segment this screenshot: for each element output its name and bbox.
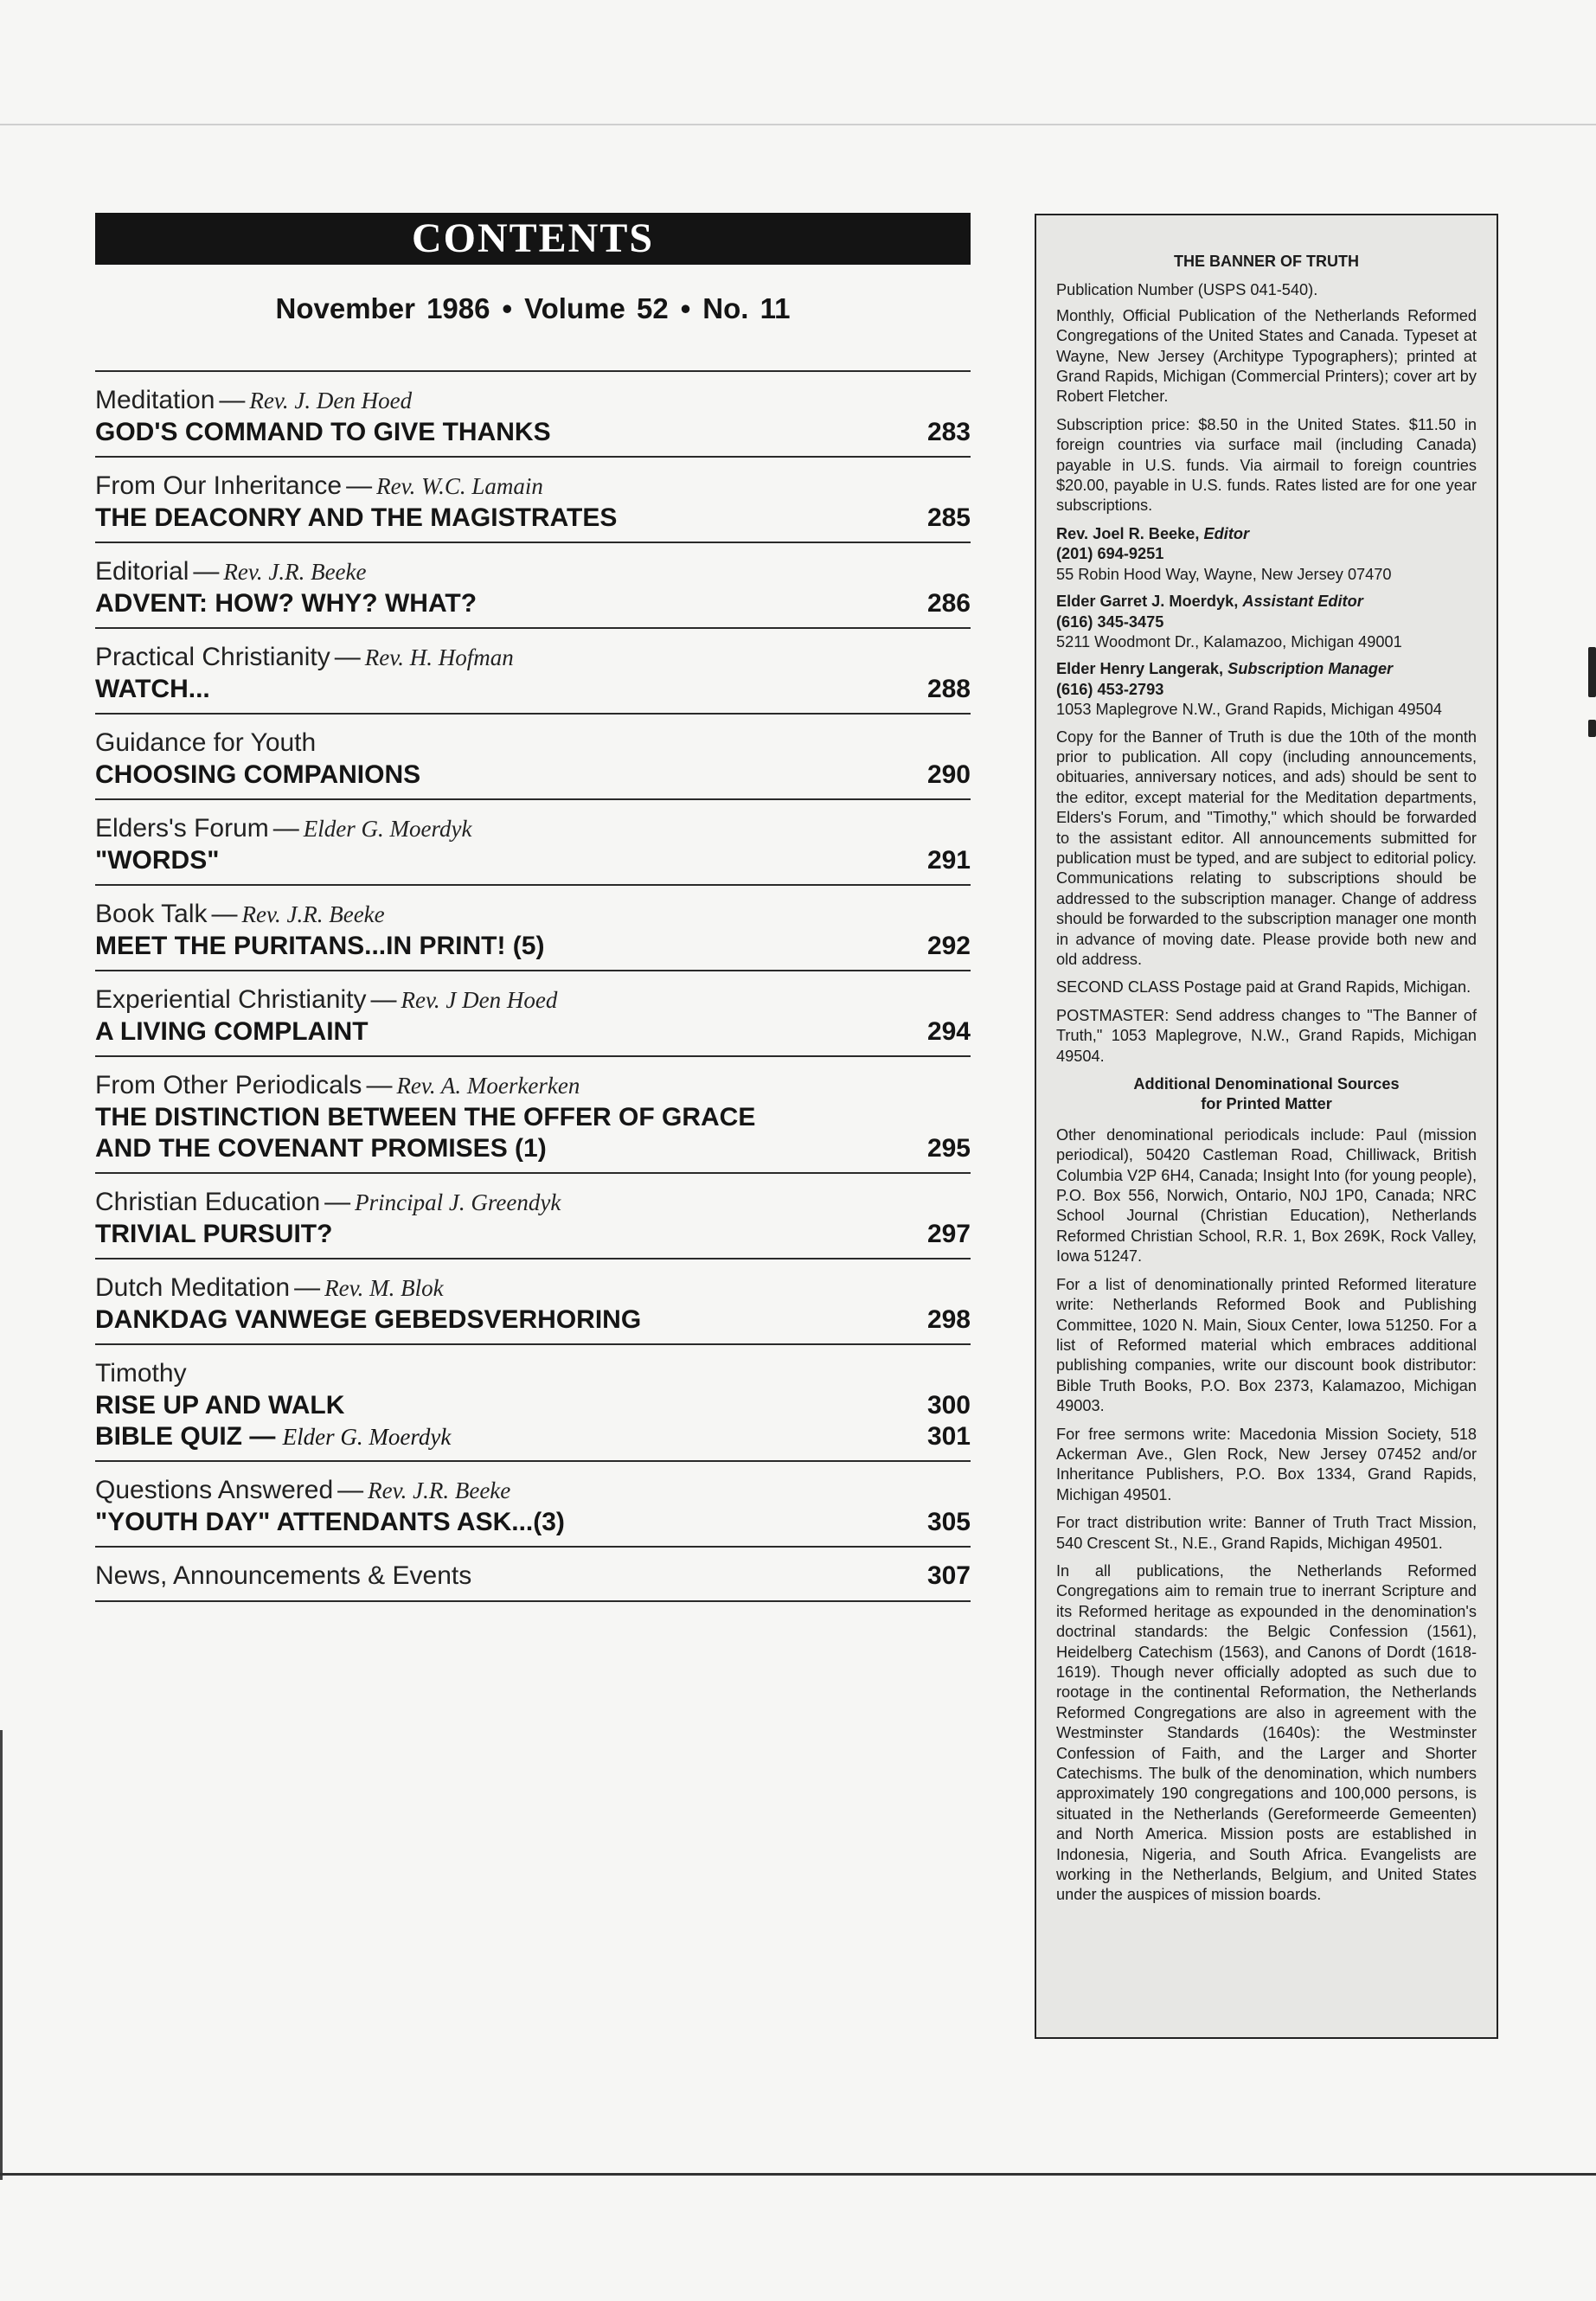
toc-title[interactable]: A LIVING COMPLAINT — [95, 1017, 369, 1046]
toc-title[interactable]: GOD'S COMMAND TO GIVE THANKS — [95, 418, 551, 446]
toc-title[interactable]: DANKDAG VANWEGE GEBEDSVERHORING — [95, 1305, 642, 1334]
toc-page: 283 — [926, 418, 971, 446]
toc-entry — [95, 798, 971, 884]
toc-page: 297 — [926, 1220, 971, 1248]
toc-entry — [95, 1172, 971, 1258]
bullet: • — [502, 292, 513, 324]
toc-department: Christian Education — Principal J. Greendyk — [95, 1188, 561, 1216]
toc-entry — [95, 884, 971, 970]
mission-statement: In all publications, the Netherlands Reformed Congregations aim to remain true to inerrant Scripture and its Reformed heritage as expounded in the denomination's doctrinal standards: the Belgic Confession (1561), Heidelberg Catechism (1563), and Canons of Dordt (1618-1619). Though never officially adopted as such due to rootage in the continental Reformation, the Netherlands Reformed Congregations are also in agreement with the Westminster Standards (1640s): the Westminster Confession of Faith, and the Larger and Shorter Catechisms. The bulk of the denomination, which numbers approximately 190 congregations and 100,000 persons, is situated in the Netherlands (Gereformeerde Gemeenten) and North America. Mission posts are established in Indonesia, Nigeria, and South Africa. Evangelists are working in the Netherlands, Belgium, and United States under the auspices of mission boards. — [1056, 1561, 1477, 1904]
additional-sources-subheading: for Printed Matter — [1201, 1095, 1332, 1113]
toc-department: Meditation — Rev. J. Den Hoed — [95, 386, 413, 414]
additional-sources-heading: Additional Denominational Sources — [1133, 1075, 1400, 1093]
scan-edge-mark — [1588, 720, 1596, 737]
toc-entry — [95, 627, 971, 713]
issue-line — [95, 292, 971, 325]
toc-department: Book Talk — Rev. J.R. Beeke — [95, 900, 385, 928]
toc-author: Rev. J Den Hoed — [401, 987, 558, 1013]
postage-notice: SECOND CLASS Postage paid at Grand Rapids, Michigan. — [1056, 978, 1471, 997]
toc-title[interactable]: "WORDS" — [95, 846, 220, 875]
issue-volume: Volume 52 — [524, 292, 669, 324]
subscription-info: Subscription price: $8.50 in the United States. $11.50 in foreign countries via surface mail (including Canada) payable in U.S. funds. Via airmail to foreign countries $20.00, payable in U.S. funds. Rates listed are for one year subscriptions. — [1056, 415, 1477, 515]
issue-number: No. 11 — [702, 292, 791, 324]
top-rule — [0, 124, 1596, 125]
toc-author: Rev. A. Moerkerken — [396, 1073, 580, 1099]
toc-page: 290 — [926, 760, 971, 789]
toc-entry — [95, 1055, 971, 1172]
toc-entry — [95, 542, 971, 627]
toc-page: 294 — [926, 1017, 971, 1046]
toc-page: 292 — [926, 932, 971, 960]
toc-title[interactable]: BIBLE QUIZ — Elder G. Moerdyk — [95, 1422, 452, 1451]
toc-department: Timothy — [95, 1359, 187, 1388]
toc-title[interactable]: MEET THE PURITANS...IN PRINT! (5) — [95, 932, 545, 960]
toc-author: Rev. M. Blok — [324, 1275, 444, 1301]
toc-department[interactable]: News, Announcements & Events — [95, 1561, 472, 1590]
toc-department: Dutch Meditation — Rev. M. Blok — [95, 1273, 444, 1302]
toc-entry — [95, 713, 971, 798]
other-periodicals: Other denominational periodicals include: Paul (mission periodical), 50420 Castleman Road, Chilliwack, British Columbia V2P 6H4, Canada; Insight Into (for young people), P.O. Box 556, Norwich, Ontario, N0J 1P0, Canada; NRC School Journal (Christian Education), Netherlands Reformed Christian School, R.R. 1, Box 269K, Rock Valley, Iowa 51247. — [1056, 1125, 1477, 1266]
toc-entry — [95, 456, 971, 542]
toc-title[interactable]: ADVENT: HOW? WHY? WHAT? — [95, 589, 478, 618]
toc-title[interactable]: THE DEACONRY AND THE MAGISTRATES — [95, 503, 618, 532]
publication-number: Publication Number (USPS 041-540). — [1056, 281, 1318, 299]
literature-info: For a list of denominationally printed Reformed literature write: Netherlands Reformed Book and Publishing Committee, 1020 N. Main, Sioux Center, Iowa 51250. For a list of Reformed material which embraces additional publishing companies, write our discount book distributor: Bible Truth Books, P.O. Box 2373, Kalamazoo, Michigan 49003. — [1056, 1275, 1477, 1415]
staff-subscription-manager: Elder Henry Langerak, Subscription Manager (616) 453-2793 1053 Maplegrove N.W., Grand Rapids, Michigan 49504 — [1056, 660, 1442, 719]
toc-page: 301 — [926, 1422, 971, 1451]
issue-date: November 1986 — [275, 292, 490, 324]
toc-entry — [95, 1343, 971, 1460]
toc-page: 300 — [926, 1391, 971, 1420]
toc-title[interactable]: RISE UP AND WALK — [95, 1391, 345, 1420]
toc-department: Experiential Christianity — Rev. J Den Hoed — [95, 985, 558, 1014]
toc-page: 286 — [926, 589, 971, 618]
toc-department: Elders's Forum — Elder G. Moerdyk — [95, 814, 472, 843]
toc-author: Rev. J.R. Beeke — [223, 559, 367, 585]
toc-entry — [95, 1460, 971, 1546]
toc-department: From Other Periodicals — Rev. A. Moerkerken — [95, 1071, 580, 1099]
toc-title[interactable]: TRIVIAL PURSUIT? — [95, 1220, 333, 1248]
toc-entry — [95, 1258, 971, 1343]
publication-description: Monthly, Official Publication of the Netherlands Reformed Congregations of the United States and Canada. Typeset at Wayne, New Jersey (Architype Typographers); printed at Grand Rapids, Michigan (Commercial Printers); cover art by Robert Fletcher. — [1056, 306, 1477, 406]
toc-author: Rev. J.R. Beeke — [241, 901, 385, 927]
toc-title[interactable]: AND THE COVENANT PROMISES (1) — [95, 1134, 547, 1163]
tracts-info: For tract distribution write: Banner of Truth Tract Mission, 540 Crescent St., N.E., Grand Rapids, Michigan 49501. — [1056, 1514, 1477, 1552]
toc-page: 295 — [926, 1134, 971, 1163]
bottom-rule — [0, 2173, 1596, 2176]
toc-title[interactable]: THE DISTINCTION BETWEEN THE OFFER OF GRACE — [95, 1103, 756, 1131]
toc-page: 285 — [926, 503, 971, 532]
scan-edge-mark — [1588, 647, 1596, 697]
toc-department: From Our Inheritance — Rev. W.C. Lamain — [95, 471, 543, 500]
toc-author: Principal J. Greendyk — [355, 1189, 561, 1215]
contents-heading: CONTENTS — [95, 213, 971, 265]
toc-author: Elder G. Moerdyk — [282, 1424, 452, 1450]
toc-page: 291 — [926, 846, 971, 875]
toc-title[interactable]: WATCH... — [95, 675, 210, 703]
postmaster-notice: POSTMASTER: Send address changes to "The Banner of Truth," 1053 Maplegrove, N.W., Grand Rapids, Michigan 49504. — [1056, 1006, 1477, 1065]
masthead-title: THE BANNER OF TRUTH — [1174, 253, 1359, 270]
staff-editor: Rev. Joel R. Beeke, Editor (201) 694-9251 55 Robin Hood Way, Wayne, New Jersey 07470 — [1056, 524, 1392, 583]
sermons-info: For free sermons write: Macedonia Mission Society, 518 Ackerman Ave., Glen Rock, New Jersey 07452 and/or Inheritance Publishers, P.O. Box 1334, Grand Rapids, Michigan 49501. — [1056, 1425, 1477, 1503]
toc-page: 298 — [926, 1305, 971, 1334]
table-of-contents — [95, 370, 971, 1602]
toc-author: Rev. W.C. Lamain — [376, 473, 543, 499]
toc-department: Editorial — Rev. J.R. Beeke — [95, 557, 367, 586]
toc-entry — [95, 370, 971, 456]
toc-department: Guidance for Youth — [95, 728, 317, 757]
staff-assistant-editor: Elder Garret J. Moerdyk, Assistant Editor (616) 345-3475 5211 Woodmont Dr., Kalamazoo, Michigan 49001 — [1056, 593, 1402, 651]
toc-entry — [95, 1546, 971, 1602]
toc-page: 307 — [926, 1561, 971, 1590]
toc-department: Practical Christianity — Rev. H. Hofman — [95, 643, 514, 671]
toc-author: Rev. H. Hofman — [364, 644, 514, 670]
masthead-box — [1035, 214, 1498, 2039]
toc-author: Elder G. Moerdyk — [303, 816, 472, 842]
toc-title[interactable]: CHOOSING COMPANIONS — [95, 760, 421, 789]
scan-edge-line — [0, 1730, 3, 2180]
toc-department: Questions Answered — Rev. J.R. Beeke — [95, 1476, 511, 1504]
copy-notice: Copy for the Banner of Truth is due the 10th of the month prior to publication. All copy (including announcements, obituaries, anniversary notices, and ads) should be sent to the editor, except material for the Meditation departments, Elders's Forum, and "Timothy," which should be forwarded to the assistant editor. All announcements submitted for publication must be typed, and are subject to editorial policy. Communications relating to subscriptions should be addressed to the subscription manager. Change of address should be forwarded to the subscription manager one month in advance of moving date. Please provide both new and old address. — [1056, 727, 1477, 968]
toc-title[interactable]: "YOUTH DAY" ATTENDANTS ASK...(3) — [95, 1508, 565, 1536]
toc-author: Rev. J. Den Hoed — [249, 388, 413, 413]
toc-page: 305 — [926, 1508, 971, 1536]
toc-page: 288 — [926, 675, 971, 703]
bullet: • — [680, 292, 691, 324]
toc-author: Rev. J.R. Beeke — [368, 1477, 511, 1503]
toc-entry — [95, 970, 971, 1055]
